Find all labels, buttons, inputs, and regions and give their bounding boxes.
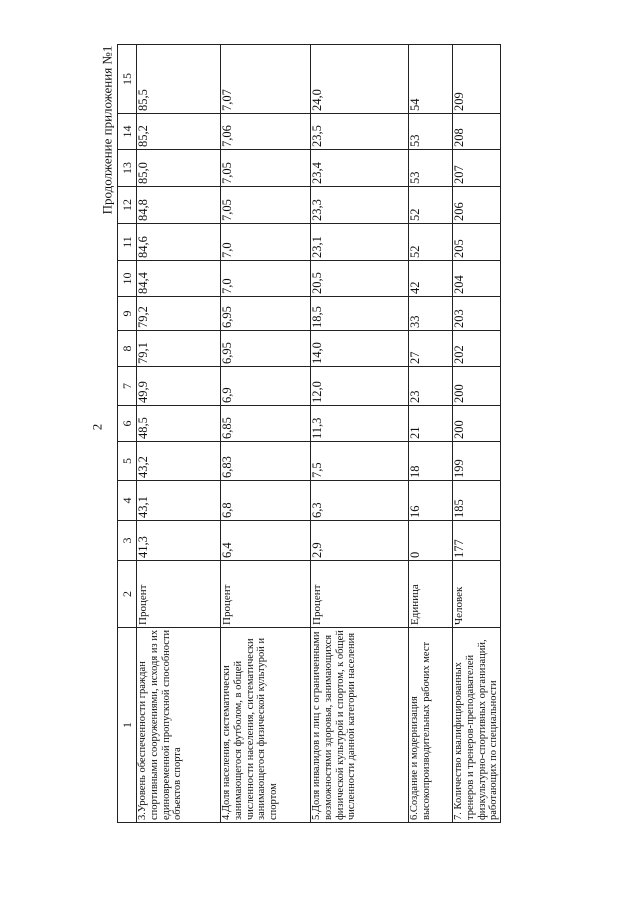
value-cell: 7,05 (221, 187, 311, 224)
table-row (137, 45, 221, 823)
value-cell: 203 (453, 297, 501, 331)
indicator-cell: 6.Создание и модернизация высокопроизводительных рабочих мест (409, 628, 453, 823)
value-cell: 21 (409, 406, 453, 442)
header-cell: 10 (118, 261, 137, 297)
value-cell: 18 (409, 442, 453, 481)
table-container (117, 45, 500, 823)
value-cell: 7,06 (221, 114, 311, 150)
value-cell: 84,4 (137, 261, 221, 297)
value-cell: 14,0 (311, 331, 409, 367)
value-cell: 53 (409, 114, 453, 150)
header-cell: 9 (118, 297, 137, 331)
value-cell: 43,2 (137, 442, 221, 481)
header-cell: 4 (118, 481, 137, 521)
value-cell: 6,4 (221, 521, 311, 561)
value-cell: 7,0 (221, 224, 311, 261)
header-cell: 8 (118, 331, 137, 367)
unit-cell: Человек (453, 561, 501, 628)
value-cell: 53 (409, 150, 453, 187)
value-cell: 209 (453, 45, 501, 114)
continuation-header (97, 42, 117, 217)
value-cell: 12,0 (311, 367, 409, 406)
value-cell: 2,9 (311, 521, 409, 561)
value-cell: 6,8 (221, 481, 311, 521)
header-cell: 3 (118, 521, 137, 561)
table-body (118, 45, 501, 823)
value-cell: 33 (409, 297, 453, 331)
value-cell: 206 (453, 187, 501, 224)
value-cell: 6,3 (311, 481, 409, 521)
value-cell: 7,5 (311, 442, 409, 481)
indicator-cell: 3.Уровень обеспеченности граждан спортивными сооружениями, исходя из их единовременной пропускной способности объектов спорта (137, 628, 221, 823)
value-cell: 43,1 (137, 481, 221, 521)
value-cell: 49,9 (137, 367, 221, 406)
value-cell: 6,9 (221, 367, 311, 406)
indicator-cell: 4.Доля населения, систематически занимающегося футболом, в общей численности населения, систематически занимающегося физической культурой и спортом (221, 628, 311, 823)
unit-cell: Единица (409, 561, 453, 628)
value-cell: 79,1 (137, 331, 221, 367)
continuation-label: Продолжение приложения №1 (99, 45, 115, 214)
table-row (311, 45, 409, 823)
value-cell: 84,8 (137, 187, 221, 224)
value-cell: 23 (409, 367, 453, 406)
table-row (221, 45, 311, 823)
value-cell: 0 (409, 521, 453, 561)
unit-cell: Процент (137, 561, 221, 628)
header-cell: 15 (118, 45, 137, 114)
value-cell: 52 (409, 224, 453, 261)
value-cell: 23,1 (311, 224, 409, 261)
indicators-table (117, 44, 501, 823)
indicator-cell: 5.Доля инвалидов и лиц с ограниченными возможностями здоровья, занимающихся физической культурой и спортом, к общей численности данной категории населения (311, 628, 409, 823)
value-cell: 41,3 (137, 521, 221, 561)
header-cell: 11 (118, 224, 137, 261)
page-number (87, 409, 107, 445)
value-cell: 11,3 (311, 406, 409, 442)
table-header-row (118, 45, 137, 823)
value-cell: 48,5 (137, 406, 221, 442)
value-cell: 16 (409, 481, 453, 521)
value-cell: 79,2 (137, 297, 221, 331)
value-cell: 23,5 (311, 114, 409, 150)
value-cell: 85,5 (137, 45, 221, 114)
table-row (409, 45, 453, 823)
value-cell: 24,0 (311, 45, 409, 114)
unit-cell: Процент (221, 561, 311, 628)
value-cell: 177 (453, 521, 501, 561)
header-cell: 2 (118, 561, 137, 628)
value-cell: 84,6 (137, 224, 221, 261)
value-cell: 23,3 (311, 187, 409, 224)
value-cell: 27 (409, 331, 453, 367)
header-cell: 14 (118, 114, 137, 150)
value-cell: 199 (453, 442, 501, 481)
page-number-text: 2 (89, 423, 104, 431)
value-cell: 85,0 (137, 150, 221, 187)
value-cell: 185 (453, 481, 501, 521)
header-cell: 1 (118, 628, 137, 823)
value-cell: 202 (453, 331, 501, 367)
header-cell: 5 (118, 442, 137, 481)
value-cell: 6,85 (221, 406, 311, 442)
value-cell: 200 (453, 406, 501, 442)
value-cell: 7,05 (221, 150, 311, 187)
value-cell: 208 (453, 114, 501, 150)
header-cell: 6 (118, 406, 137, 442)
value-cell: 205 (453, 224, 501, 261)
value-cell: 207 (453, 150, 501, 187)
value-cell: 18,5 (311, 297, 409, 331)
value-cell: 23,4 (311, 150, 409, 187)
value-cell: 54 (409, 45, 453, 114)
unit-cell: Процент (311, 561, 409, 628)
value-cell: 204 (453, 261, 501, 297)
indicator-cell: 7. Количество квалифицированных тренеров и тренеров-преподавателей физкультурно-спортивных организаций, работающих по специальности (453, 628, 501, 823)
value-cell: 6,95 (221, 297, 311, 331)
value-cell: 52 (409, 187, 453, 224)
value-cell: 7,0 (221, 261, 311, 297)
header-cell: 12 (118, 187, 137, 224)
value-cell: 85,2 (137, 114, 221, 150)
rotated-table (117, 45, 500, 823)
value-cell: 6,83 (221, 442, 311, 481)
value-cell: 42 (409, 261, 453, 297)
header-cell: 13 (118, 150, 137, 187)
table-row (453, 45, 501, 823)
value-cell: 20,5 (311, 261, 409, 297)
value-cell: 6,95 (221, 331, 311, 367)
header-cell: 7 (118, 367, 137, 406)
value-cell: 7,07 (221, 45, 311, 114)
value-cell: 200 (453, 367, 501, 406)
